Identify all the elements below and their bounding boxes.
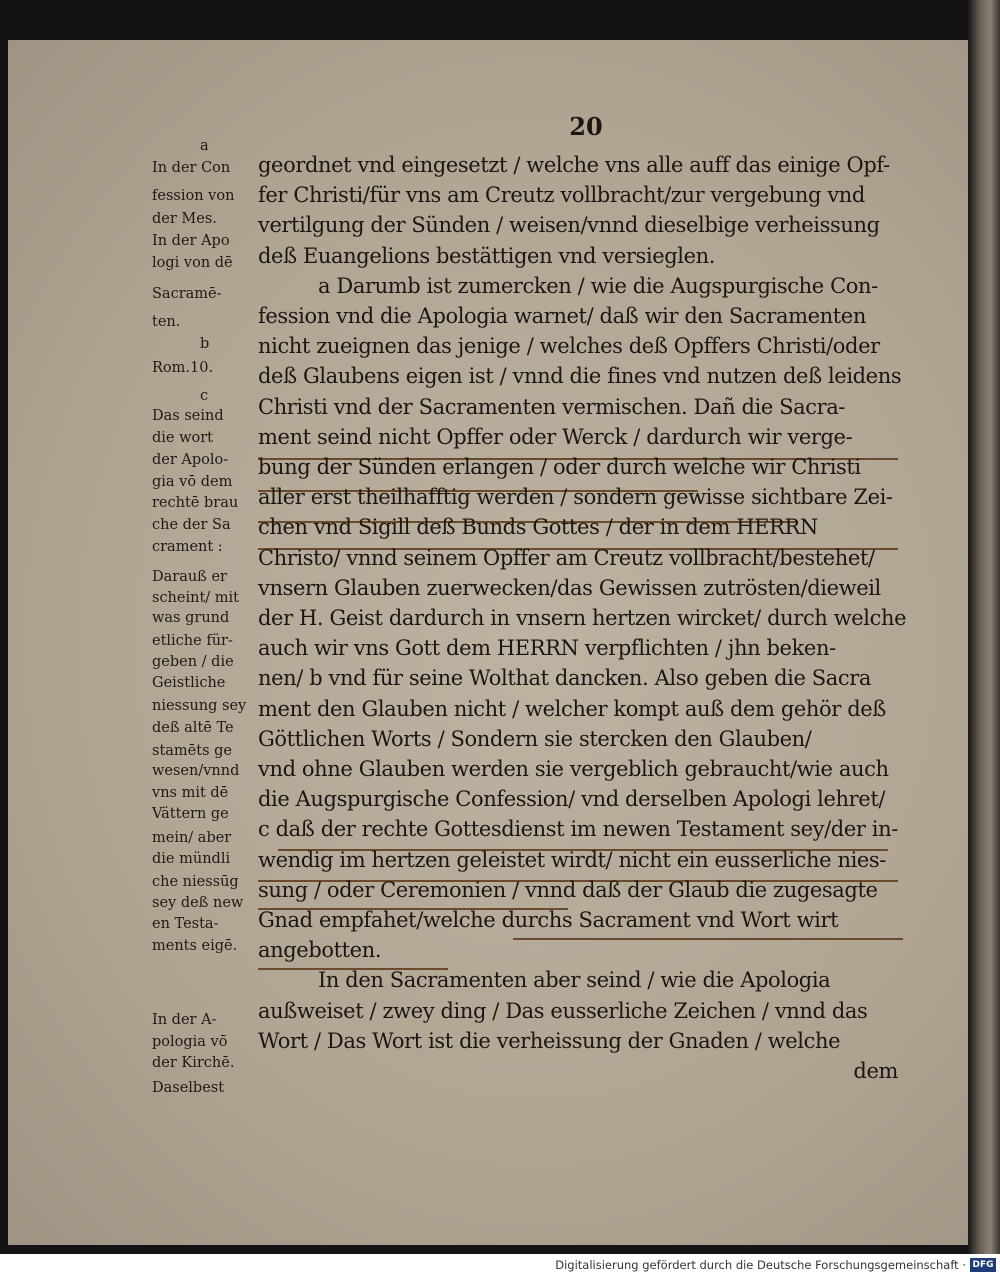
margin-note: rechtē brau xyxy=(152,495,239,511)
text-line: deß Glaubens eigen ist / vnnd die fines vnd nutzen deß leidens xyxy=(258,364,902,388)
margin-note: der Apolo- xyxy=(152,452,229,468)
margin-note: der Kirchē. xyxy=(152,1055,235,1071)
text-line: c daß der rechte Gottesdienst im newen Testament sey/der in- xyxy=(258,817,898,841)
text-line: Christi vnd der Sacramenten vermischen. Dañ die Sacra- xyxy=(258,395,846,419)
text-line: geordnet vnd eingesetzt / welche vns alle auff das einige Opf- xyxy=(258,153,890,177)
margin-note: etliche für- xyxy=(152,633,233,649)
margin-note: mein/ aber xyxy=(152,830,232,846)
margin-note: Vättern ge xyxy=(152,806,229,822)
text-line: außweiset / zwey ding / Das eusserliche Zeichen / vnnd das xyxy=(258,999,868,1023)
margin-note: deß altē Te xyxy=(152,720,234,736)
margin-note: sey deß new xyxy=(152,895,244,911)
text-line: fer Christi/für vns am Creutz vollbracht/zur vergebung vnd xyxy=(258,183,865,207)
text-line: wendig im hertzen geleistet wirdt/ nicht ein eusserliche nies- xyxy=(258,848,887,872)
margin-note: Darauß er xyxy=(152,569,227,585)
text-line: dem xyxy=(853,1059,898,1083)
text-line: vertilgung der Sünden / weisen/vnnd dieselbige verheissung xyxy=(258,213,880,237)
margin-note: wesen/vnnd xyxy=(152,763,240,779)
margin-note: ments eigē. xyxy=(152,938,238,954)
margin-note: In der A- xyxy=(152,1012,217,1028)
margin-note: che der Sa xyxy=(152,517,231,533)
margin-note: vns mit dē xyxy=(152,785,229,801)
margin-note: geben / die xyxy=(152,654,234,670)
page-edge xyxy=(968,0,1000,1254)
margin-note: Rom.10. xyxy=(152,360,214,376)
margin-note: pologia vō xyxy=(152,1034,228,1050)
margin-note: scheint/ mit xyxy=(152,590,239,606)
margin-note: ten. xyxy=(152,314,181,330)
text-line: In den Sacramenten aber seind / wie die Apologia xyxy=(318,968,831,992)
text-line: a Darumb ist zumercken / wie die Augspurgische Con- xyxy=(318,274,878,298)
margin-note: Daselbest xyxy=(152,1080,225,1096)
margin-note: Das seind xyxy=(152,408,224,424)
margin-note: die wort xyxy=(152,430,214,446)
text-line: Wort / Das Wort ist die verheissung der Gnaden / welche xyxy=(258,1029,841,1053)
text-line: fession vnd die Apologia warnet/ daß wir den Sacramenten xyxy=(258,304,866,328)
page-number: 20 xyxy=(569,112,603,141)
text-line: die Augspurgische Confession/ vnd derselben Apologi lehret/ xyxy=(258,787,886,811)
text-line: sung / oder Ceremonien / vnnd daß der Glaub die zugesagte xyxy=(258,878,878,902)
margin-note: Geistliche xyxy=(152,675,226,691)
text-line: der H. Geist dardurch in vnsern hertzen wircket/ durch welche xyxy=(258,606,907,630)
margin-note: was grund xyxy=(152,610,230,626)
text-line: nen/ b vnd für seine Wolthat dancken. Also geben die Sacra xyxy=(258,666,872,690)
margin-note: a xyxy=(200,138,209,154)
text-line: Christo/ vnnd seinem Opffer am Creutz vollbracht/bestehet/ xyxy=(258,546,875,570)
margin-note: die mündli xyxy=(152,851,231,867)
footer xyxy=(0,1254,1000,1276)
margin-note: crament : xyxy=(152,539,223,555)
text-line: chen vnd Sigill deß Bunds Gottes / der in dem HERRN xyxy=(258,515,818,539)
margin-note: en Testa- xyxy=(152,916,219,932)
margin-note: der Mes. xyxy=(152,211,217,227)
text-line: angebotten. xyxy=(258,938,382,962)
text-line: Göttlichen Worts / Sondern sie stercken den Glauben/ xyxy=(258,727,812,751)
margin-note: che niessūg xyxy=(152,874,239,890)
margin-note: b xyxy=(200,336,210,352)
text-line: ment seind nicht Opffer oder Werck / dardurch wir verge- xyxy=(258,425,853,449)
margin-note: gia vō dem xyxy=(152,474,233,490)
text-line: bung der Sünden erlangen / oder durch welche wir Christi xyxy=(258,455,861,479)
text-line: aller erst theilhafftig werden / sondern gewisse sichtbare Zei- xyxy=(258,485,893,509)
text-line: vnd ohne Glauben werden sie vergeblich gebraucht/wie auch xyxy=(258,757,889,781)
margin-note: niessung sey xyxy=(152,698,247,714)
margin-note: In der Con xyxy=(152,160,231,176)
margin-note: stamēts ge xyxy=(152,743,232,759)
text-line: ment den Glauben nicht / welcher kompt auß dem gehör deß xyxy=(258,697,886,721)
text-line: nicht zueignen das jenige / welches deß Opffers Christi/oder xyxy=(258,334,880,358)
margin-note: c xyxy=(200,388,209,404)
margin-note: Sacramē- xyxy=(152,286,222,302)
footer-credit: Digitalisierung gefördert durch die Deutsche Forschungsgemeinschaft · xyxy=(555,1258,966,1272)
dfg-logo: DFG xyxy=(970,1258,996,1272)
margin-note: fession von xyxy=(152,188,235,204)
text-line: auch wir vns Gott dem HERRN verpflichten / jhn beken- xyxy=(258,636,836,660)
margin-note: In der Apo xyxy=(152,233,230,249)
text-line: Gnad empfahet/welche durchs Sacrament vnd Wort wirt xyxy=(258,908,839,932)
margin-note: logi von dē xyxy=(152,255,233,271)
text-line: deß Euangelions bestättigen vnd versieglen. xyxy=(258,244,716,268)
text-line: vnsern Glauben zuerwecken/das Gewissen zutrösten/dieweil xyxy=(258,576,881,600)
